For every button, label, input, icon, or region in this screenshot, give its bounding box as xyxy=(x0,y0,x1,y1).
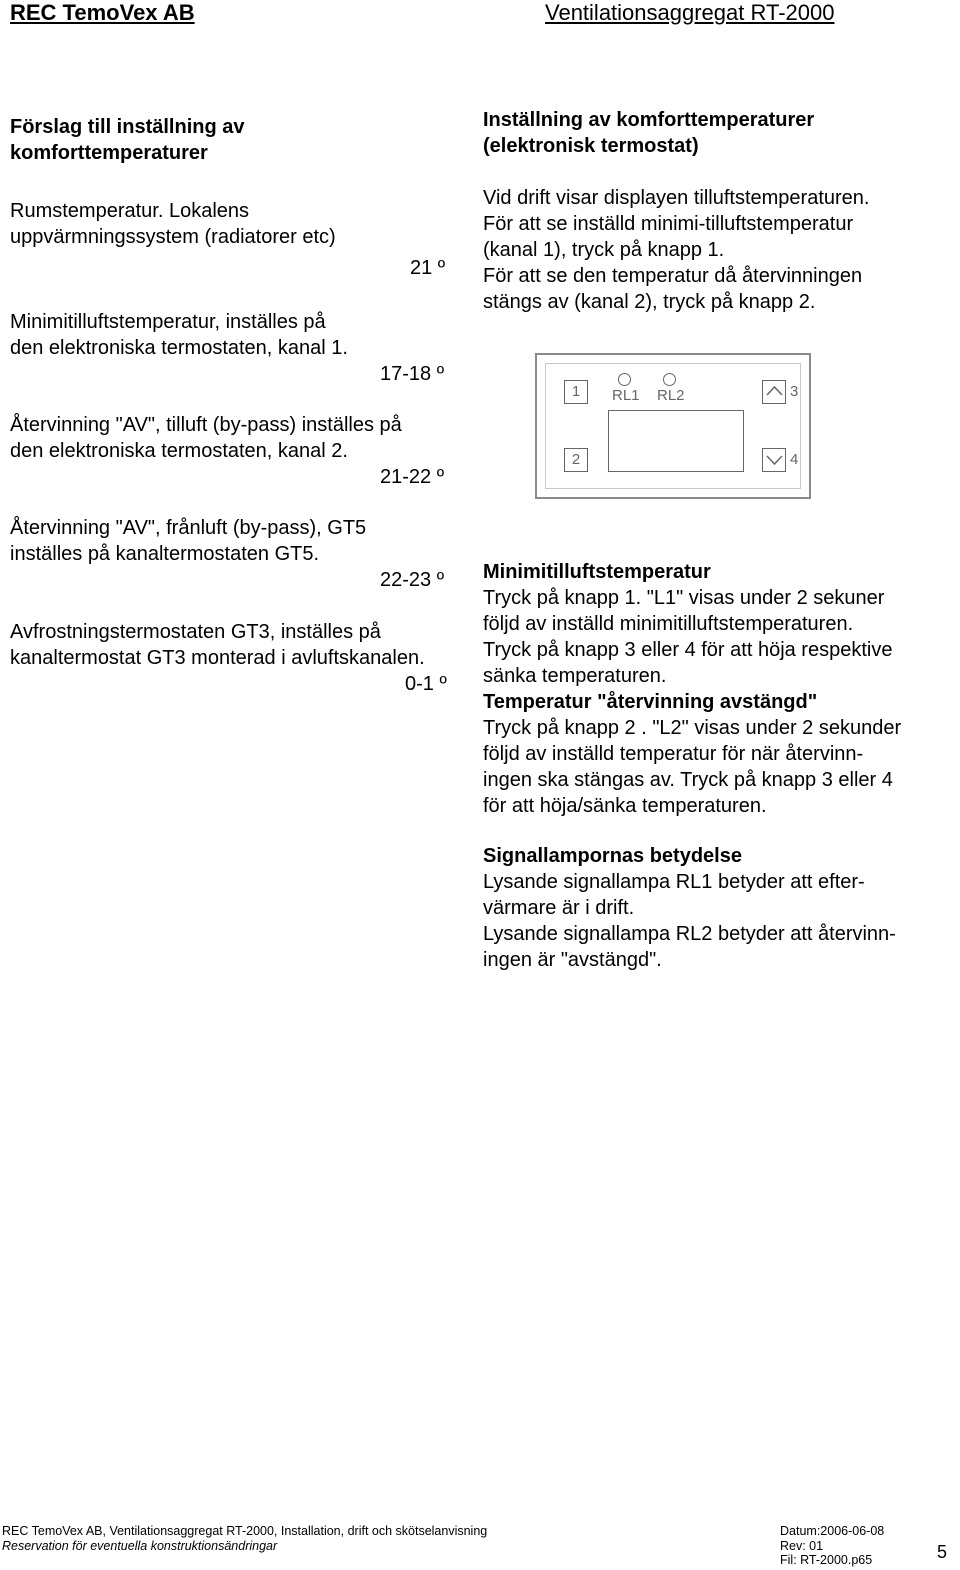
section-minimi: Minimitilluftstemperatur Tryck på knapp 1. "L1" visas under 2 sekuner följd av inställd minimitilluftstemperaturen. Tryck på knapp 3 eller 4 för att höja respektive sänka temperaturen. Temperatur "återvinning avstängd" Tryck på knapp 2 . "L2" visas under 2 sekunder följd av inställd temperatur för när återvinn- ingen ska stängas av. Tryck på knapp 3 eller 4 för att höja/sänka temperaturen. xyxy=(483,561,902,817)
lamp-rl1-label: RL1 xyxy=(612,387,640,404)
intro-paragraph: Vid drift visar displayen tilluftstemperaturen. För att se inställd minimi-tilluftstemperatur (kanal 1), tryck på knapp 1. För att se den temperatur då återvinningen stängs av (kanal 2), tryck på knapp 2. xyxy=(483,187,870,313)
setting-atervinning-franluft: Återvinning "AV", frånluft (by-pass), GT5 inställes på kanaltermostaten GT5. xyxy=(10,517,367,565)
footer-line2: Reservation för eventuella konstruktionsändringar xyxy=(2,1539,278,1553)
section-signal: Signallampornas betydelse Lysande signallampa RL1 betyder att efter- värmare är i drift. Lysande signallampa RL2 betyder att återvinn- ingen är "avstängd". xyxy=(483,845,896,971)
setting-minimitilluft: Minimitilluftstemperatur, inställes på den elektroniska termostaten, kanal 1. xyxy=(10,311,348,359)
minimi-heading: Minimitilluftstemperatur xyxy=(483,561,711,583)
key-down-arrow-icon xyxy=(762,448,786,472)
left-title: Förslag till inställning av komforttemperaturer xyxy=(10,116,245,164)
display-screen xyxy=(608,410,744,472)
key-4-label: 4 xyxy=(790,451,799,468)
header-product: Ventilationsaggregat RT-2000 xyxy=(545,0,835,25)
key-3-label: 3 xyxy=(790,383,799,400)
setting-value: 0-1 º xyxy=(405,673,447,695)
footer-date: Datum:2006-06-08 xyxy=(780,1524,885,1538)
lamp-rl2-icon xyxy=(663,373,676,386)
setting-value: 21 º xyxy=(410,257,446,279)
footer-line1: REC TemoVex AB, Ventilationsaggregat RT-2000, Installation, drift och skötselanvisning xyxy=(2,1524,488,1538)
key-up-arrow-icon xyxy=(762,380,786,404)
setting-value: 17-18 º xyxy=(380,363,445,385)
temp-heading: Temperatur "återvinning avstängd" xyxy=(483,691,818,713)
setting-rumstemperatur: Rumstemperatur. Lokalens uppvärmningssystem (radiatorer etc) xyxy=(10,200,336,248)
setting-value: 22-23 º xyxy=(380,569,445,591)
setting-value: 21-22 º xyxy=(380,466,445,488)
key-1: 1 xyxy=(564,380,588,404)
setting-avfrostning: Avfrostningstermostaten GT3, inställes på kanaltermostat GT3 monterad i avluftskanalen. xyxy=(10,621,425,669)
page-number: 5 xyxy=(937,1542,948,1562)
signal-heading: Signallampornas betydelse xyxy=(483,845,742,867)
setting-atervinning-tilluft: Återvinning "AV", tilluft (by-pass) inställes på den elektroniska termostaten, kanal 2. xyxy=(10,414,402,462)
footer-rev: Rev: 01 xyxy=(780,1539,824,1553)
footer-file: Fil: RT-2000.p65 xyxy=(780,1553,873,1567)
lamp-rl1-icon xyxy=(618,373,631,386)
right-title: Inställning av komforttemperaturer (elektronisk termostat) xyxy=(483,109,815,157)
key-2: 2 xyxy=(564,448,588,472)
lamp-rl2-label: RL2 xyxy=(657,387,685,404)
header-company: REC TemoVex AB xyxy=(10,0,195,25)
